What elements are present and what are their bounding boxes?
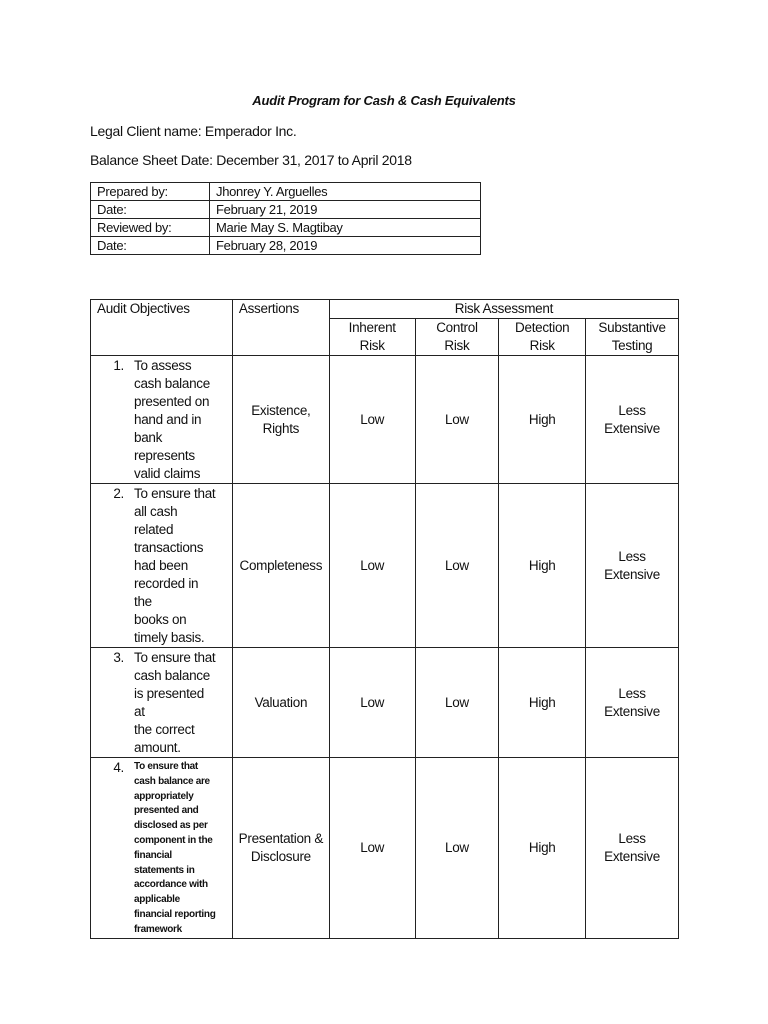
substantive-testing-cell: Less Extensive bbox=[586, 356, 679, 484]
inherent-risk-cell: Low bbox=[329, 484, 415, 648]
info-value: Marie May S. Magtibay bbox=[210, 219, 481, 237]
risk-header-row-1 bbox=[91, 300, 679, 319]
audit-objective-cell bbox=[91, 648, 233, 758]
objective-number: 4. bbox=[113, 760, 124, 775]
audit-objective-cell bbox=[91, 484, 233, 648]
control-risk-cell: Low bbox=[415, 356, 499, 484]
preparer-info-table bbox=[90, 182, 481, 255]
audit-objective-cell bbox=[91, 758, 233, 939]
control-risk-cell: Low bbox=[415, 484, 499, 648]
table-row bbox=[91, 648, 679, 758]
objective-text: To ensure that all cash related transactions had been recorded in the books on timely basis. bbox=[134, 486, 216, 645]
assertion-cell: Valuation bbox=[232, 648, 329, 758]
info-value: Jhonrey Y. Arguelles bbox=[210, 183, 481, 201]
info-row-prepared-date bbox=[91, 201, 481, 219]
header-risk-assessment: Risk Assessment bbox=[329, 300, 678, 319]
info-value: February 28, 2019 bbox=[210, 237, 481, 255]
table-row bbox=[91, 484, 679, 648]
objective-number: 3. bbox=[113, 650, 124, 665]
detection-risk-cell: High bbox=[499, 648, 586, 758]
header-substantive-testing: Substantive Testing bbox=[586, 319, 679, 356]
client-name-line: Legal Client name: Emperador Inc. bbox=[90, 123, 297, 139]
substantive-testing-cell: Less Extensive bbox=[586, 484, 679, 648]
info-label: Date: bbox=[91, 201, 210, 219]
header-inherent-risk: Inherent Risk bbox=[329, 319, 415, 356]
info-row-reviewed-by bbox=[91, 219, 481, 237]
header-control-risk: Control Risk bbox=[415, 319, 499, 356]
info-value: February 21, 2019 bbox=[210, 201, 481, 219]
info-label: Date: bbox=[91, 237, 210, 255]
header-detection-risk: Detection Risk bbox=[499, 319, 586, 356]
info-row-prepared-by bbox=[91, 183, 481, 201]
objective-text: To ensure that cash balance is presented at the correct amount. bbox=[134, 650, 216, 755]
header-audit-objectives: Audit Objectives bbox=[91, 300, 233, 356]
audit-objective-cell bbox=[91, 356, 233, 484]
objective-number: 1. bbox=[113, 358, 124, 373]
document-title: Audit Program for Cash & Cash Equivalents bbox=[252, 93, 516, 108]
objective-text: To ensure that cash balance are appropriately presented and disclosed as per component in the financial statements in accordance with applicable financial reporting framework bbox=[134, 761, 216, 935]
detection-risk-cell: High bbox=[499, 484, 586, 648]
assertion-cell: Presentation & Disclosure bbox=[232, 758, 329, 939]
inherent-risk-cell: Low bbox=[329, 648, 415, 758]
balance-sheet-date-line: Balance Sheet Date: December 31, 2017 to April 2018 bbox=[90, 152, 412, 168]
control-risk-cell: Low bbox=[415, 758, 499, 939]
control-risk-cell: Low bbox=[415, 648, 499, 758]
assertion-cell: Existence, Rights bbox=[232, 356, 329, 484]
substantive-testing-cell: Less Extensive bbox=[586, 648, 679, 758]
objective-text: To assess cash balance presented on hand and in bank represents valid claims bbox=[134, 358, 210, 481]
table-row bbox=[91, 356, 679, 484]
substantive-testing-cell: Less Extensive bbox=[586, 758, 679, 939]
detection-risk-cell: High bbox=[499, 356, 586, 484]
info-row-reviewed-date bbox=[91, 237, 481, 255]
info-label: Prepared by: bbox=[91, 183, 210, 201]
assertion-cell: Completeness bbox=[232, 484, 329, 648]
header-assertions: Assertions bbox=[232, 300, 329, 356]
inherent-risk-cell: Low bbox=[329, 758, 415, 939]
objective-number: 2. bbox=[113, 486, 124, 501]
detection-risk-cell: High bbox=[499, 758, 586, 939]
info-label: Reviewed by: bbox=[91, 219, 210, 237]
table-row bbox=[91, 758, 679, 939]
inherent-risk-cell: Low bbox=[329, 356, 415, 484]
audit-risk-table bbox=[90, 299, 679, 939]
